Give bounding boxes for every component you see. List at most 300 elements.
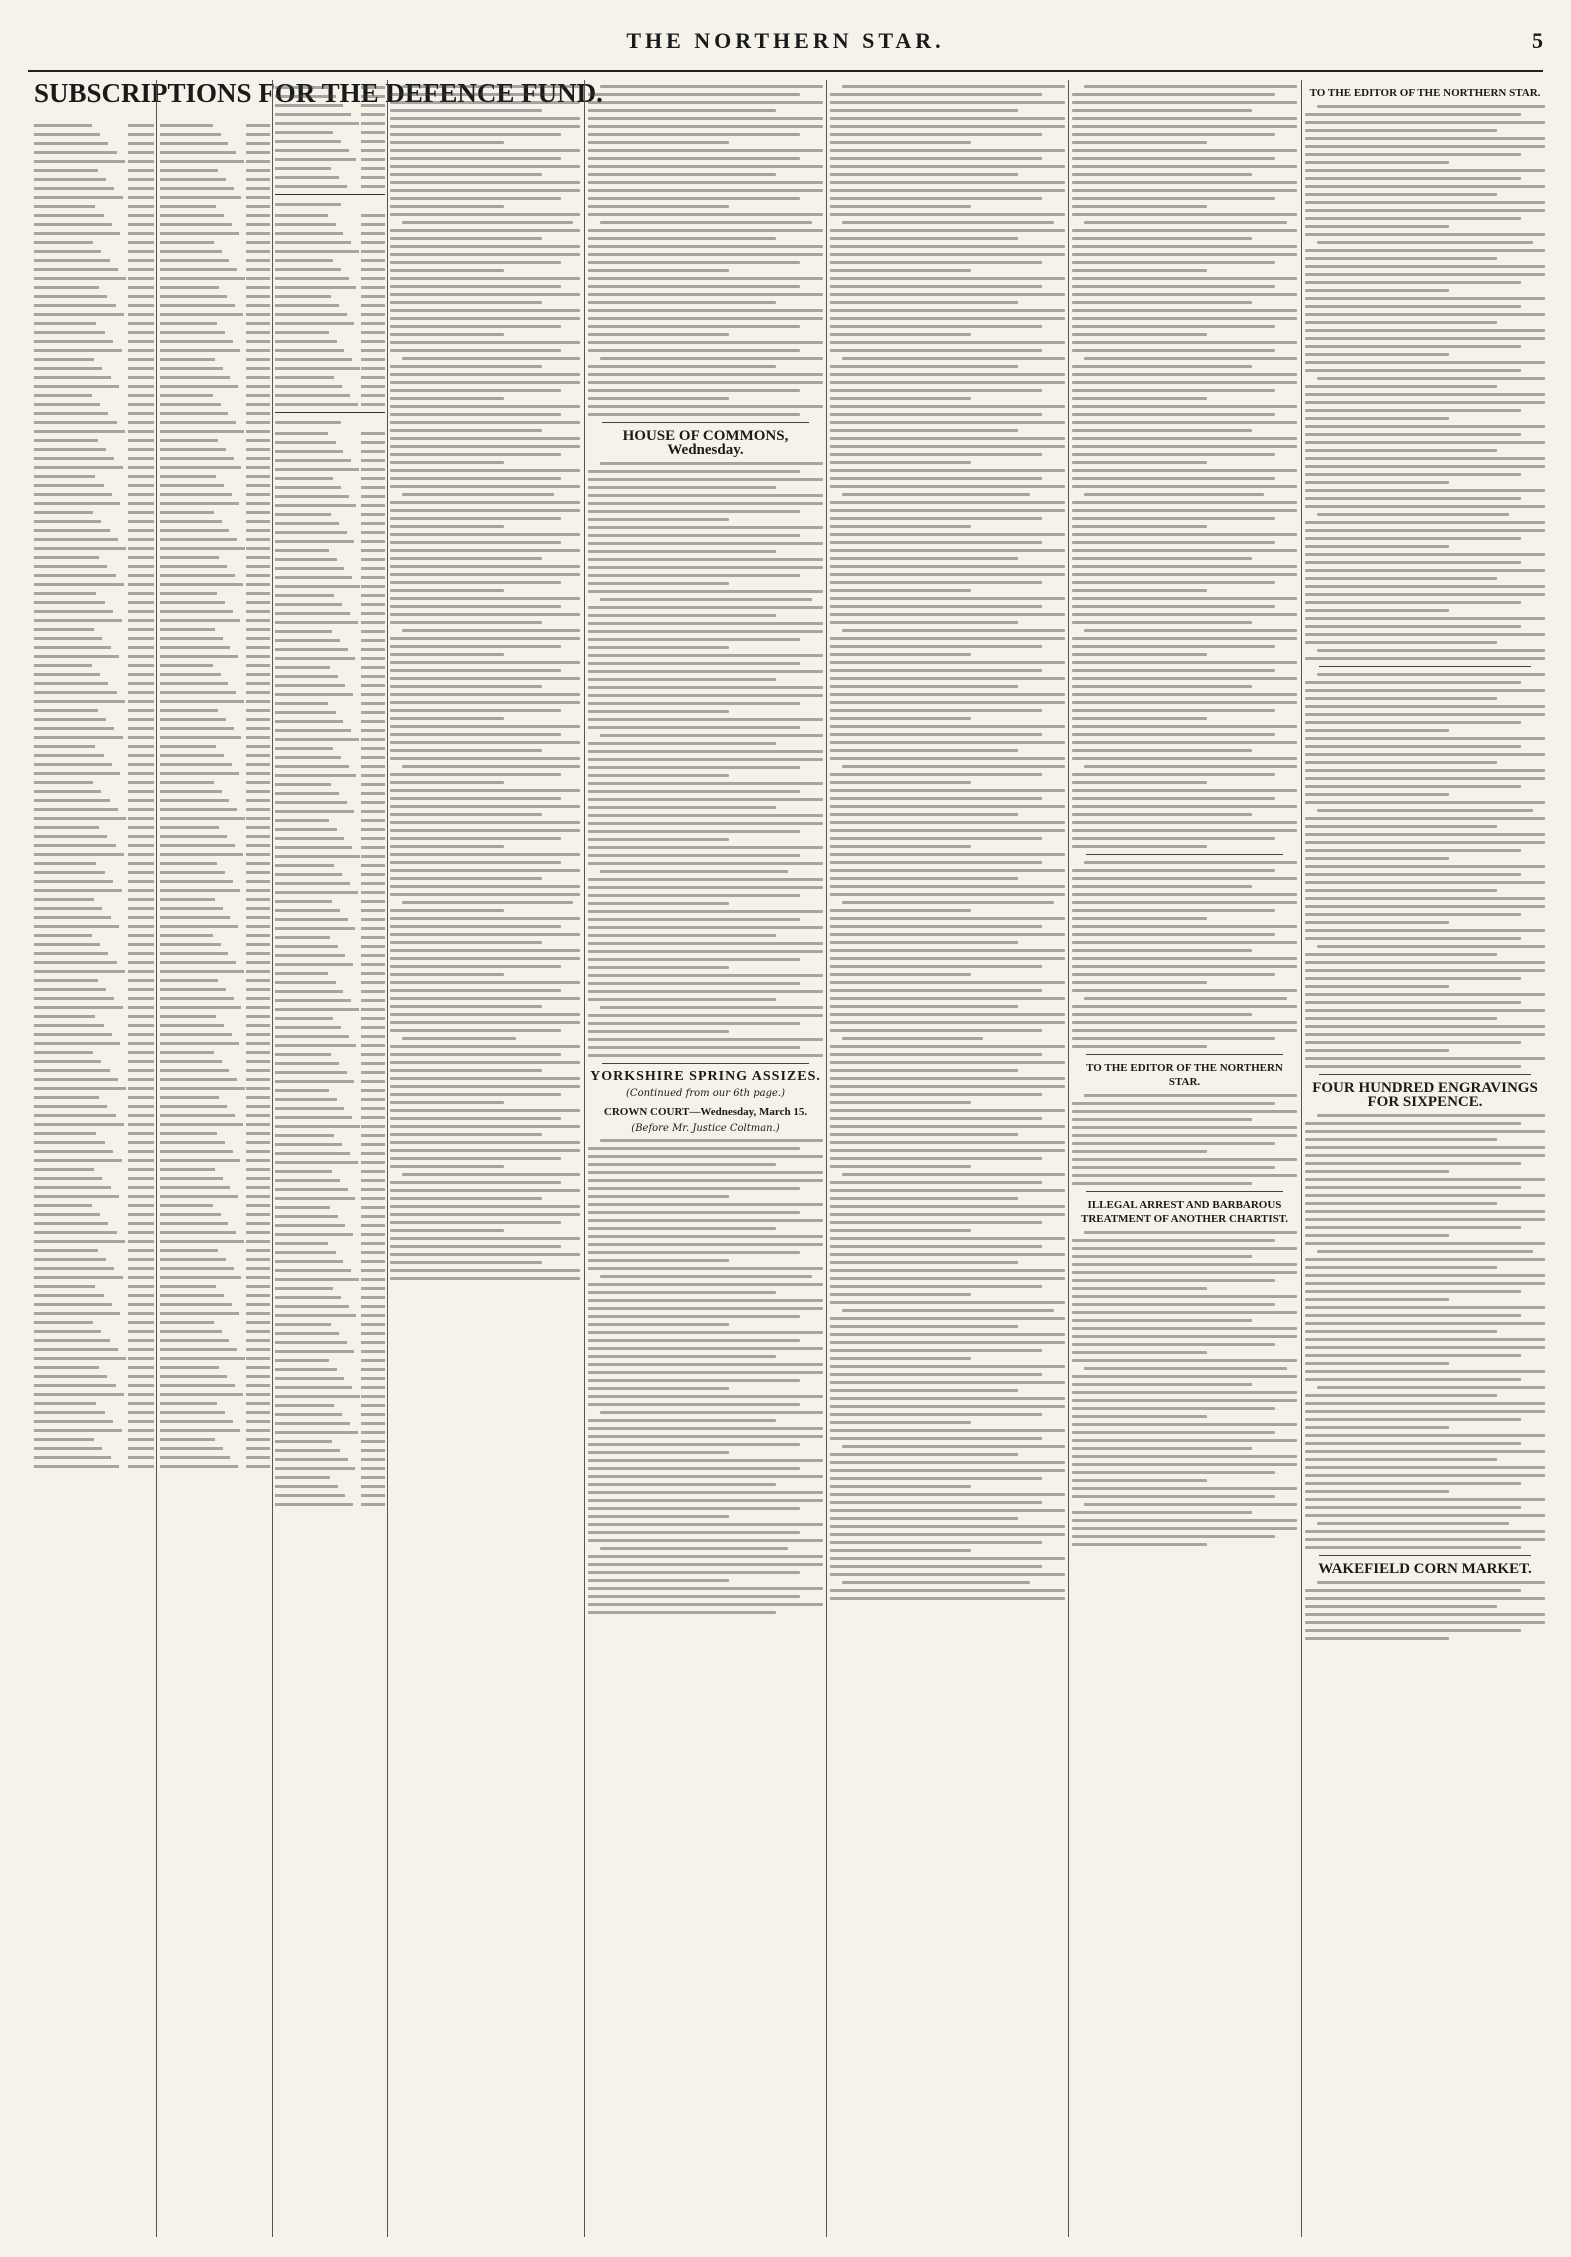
text-line: [830, 261, 1042, 264]
list-item: [275, 495, 385, 498]
text-line: [588, 277, 823, 280]
list-item: [275, 1080, 385, 1083]
list-item: [34, 799, 154, 802]
list-item: [275, 1089, 385, 1092]
text-line: [1305, 1122, 1521, 1125]
text-line: [1305, 209, 1545, 212]
list-item: [275, 936, 385, 939]
text-line: [830, 877, 1018, 880]
text-line: [588, 1347, 823, 1350]
list-item: [275, 540, 385, 543]
text-line: [390, 133, 561, 136]
text-line: [1072, 293, 1297, 296]
text-line: [390, 389, 561, 392]
text-line: [842, 221, 1054, 224]
text-line: [842, 629, 1065, 632]
text-line: [1072, 909, 1275, 912]
text-line: [830, 973, 971, 976]
text-line: [588, 486, 776, 489]
text-line: [1072, 557, 1252, 560]
text-line: [1072, 1182, 1252, 1185]
list-item: [34, 1375, 154, 1378]
article-body: [588, 462, 823, 1057]
list-item: [34, 1006, 154, 1009]
list-item: [160, 790, 270, 793]
text-line: [1305, 137, 1545, 140]
text-line: [830, 253, 1065, 256]
text-line: [600, 1547, 788, 1550]
text-line: [390, 821, 580, 824]
text-line: [588, 1022, 800, 1025]
text-line: [588, 1427, 823, 1430]
text-line: [588, 582, 729, 585]
text-line: [588, 1491, 823, 1494]
list-item: [34, 763, 154, 766]
text-line: [390, 1189, 580, 1192]
heading-illegal-arrest: ILLEGAL ARREST AND BARBAROUS TREATMENT OF ANOTHER CHARTIST.: [1080, 1199, 1289, 1225]
list-item: [34, 286, 154, 289]
text-line: [588, 518, 729, 521]
text-line: [830, 1533, 1065, 1536]
list-item: [275, 747, 385, 750]
text-line: [1072, 805, 1297, 808]
header-rule: [28, 70, 1543, 72]
list-item: [34, 1159, 154, 1162]
text-line: [588, 117, 823, 120]
list-item: [160, 1258, 270, 1261]
text-line: [1072, 829, 1297, 832]
list-item: [160, 304, 270, 307]
article-body: [1305, 1114, 1545, 1549]
text-line: [588, 1339, 800, 1342]
text-line: [588, 774, 729, 777]
text-line: [830, 525, 971, 528]
text-line: [588, 325, 800, 328]
text-line: [588, 1539, 823, 1542]
list-item: [275, 1197, 385, 1200]
text-line: [1072, 1415, 1207, 1418]
text-line: [830, 125, 1065, 128]
text-line: [1305, 1242, 1545, 1245]
text-line: [402, 1173, 580, 1176]
text-line: [588, 590, 823, 593]
text-line: [830, 725, 1065, 728]
text-line: [390, 773, 561, 776]
text-line: [1305, 1538, 1545, 1541]
text-line: [588, 1443, 800, 1446]
text-line: [1305, 145, 1545, 148]
text-line: [600, 734, 823, 737]
text-line: [1305, 281, 1521, 284]
text-line: [1072, 1471, 1275, 1474]
list-item: [275, 140, 385, 143]
text-line: [1305, 905, 1545, 908]
text-line: [390, 637, 580, 640]
list-item: [160, 520, 270, 523]
text-line: [830, 1509, 1065, 1512]
text-line: [588, 1515, 729, 1518]
text-line: [1072, 317, 1297, 320]
text-line: [830, 893, 1065, 896]
list-item: [275, 286, 385, 289]
list-item: [275, 1161, 385, 1164]
text-line: [588, 301, 776, 304]
text-line: [390, 197, 561, 200]
list-item: [275, 1242, 385, 1245]
list-item: [160, 1285, 270, 1288]
text-line: [588, 1395, 823, 1398]
text-line: [1305, 537, 1521, 540]
text-line: [830, 821, 1065, 824]
text-line: [1305, 929, 1545, 932]
text-line: [830, 101, 1065, 104]
text-line: [1072, 1150, 1207, 1153]
list-item: [34, 565, 154, 568]
list-item: [160, 1321, 270, 1324]
text-line: [390, 957, 580, 960]
text-line: [1072, 253, 1297, 256]
text-line: [830, 485, 1065, 488]
list-item: [160, 970, 270, 973]
text-line: [1305, 849, 1521, 852]
text-line: [830, 837, 1042, 840]
text-line: [1305, 657, 1545, 660]
text-line: [830, 989, 1042, 992]
text-line: [830, 1413, 1042, 1416]
text-line: [1305, 417, 1449, 420]
list-item: [34, 934, 154, 937]
list-item: [34, 1195, 154, 1198]
list-item: [275, 1098, 385, 1101]
text-line: [1084, 765, 1297, 768]
article-body: [588, 85, 823, 416]
list-item: [34, 331, 154, 334]
text-line: [830, 1261, 1018, 1264]
text-line: [1305, 1354, 1521, 1357]
text-line: [1305, 737, 1545, 740]
text-line: [390, 853, 580, 856]
text-line: [390, 941, 542, 944]
list-item: [34, 871, 154, 874]
text-line: [830, 349, 1042, 352]
heading-to-editor: TO THE EDITOR OF THE NORTHERN STAR.: [1086, 1062, 1283, 1088]
text-line: [842, 1037, 983, 1040]
text-line: [830, 1205, 1065, 1208]
list-item: [160, 1150, 270, 1153]
list-item: [160, 1402, 270, 1405]
list-item: [160, 376, 270, 379]
list-item: [160, 313, 270, 316]
text-line: [1072, 181, 1297, 184]
list-item: [160, 502, 270, 505]
list-item: [34, 1321, 154, 1324]
text-line: [390, 373, 580, 376]
text-line: [600, 357, 823, 360]
column-divider: [1301, 80, 1302, 2237]
text-line: [390, 1069, 542, 1072]
list-item: [160, 1006, 270, 1009]
list-item: [275, 972, 385, 975]
text-line: [1305, 841, 1545, 844]
text-line: [1305, 249, 1545, 252]
text-line: [1072, 269, 1207, 272]
text-line: [588, 686, 823, 689]
text-line: [390, 1013, 580, 1016]
text-line: [1072, 341, 1297, 344]
list-item: [160, 1213, 270, 1216]
list-item: [275, 1251, 385, 1254]
list-item: [34, 1411, 154, 1414]
list-item: [34, 412, 154, 415]
text-line: [830, 133, 1042, 136]
text-line: [390, 661, 580, 664]
list-item: [160, 160, 270, 163]
text-line: [390, 181, 580, 184]
text-line: [830, 933, 1065, 936]
list-item: [275, 1071, 385, 1074]
text-line: [830, 805, 1065, 808]
list-item: [160, 673, 270, 676]
text-line: [1072, 845, 1207, 848]
text-line: [402, 765, 580, 768]
text-line: [830, 853, 1065, 856]
text-line: [1072, 653, 1207, 656]
text-line: [1072, 981, 1207, 984]
text-line: [1084, 221, 1287, 224]
list-item: [34, 475, 154, 478]
list-item: [160, 682, 270, 685]
text-line: [1305, 1530, 1545, 1533]
text-line: [1072, 1359, 1297, 1362]
text-line: [588, 1195, 729, 1198]
list-item: [160, 196, 270, 199]
list-item: [160, 799, 270, 802]
text-line: [830, 1101, 971, 1104]
text-line: [588, 389, 800, 392]
text-line: [830, 245, 1065, 248]
text-line: [830, 565, 1065, 568]
text-line: [1072, 949, 1252, 952]
text-line: [1305, 1202, 1497, 1205]
text-line: [588, 646, 729, 649]
text-line: [1072, 1495, 1275, 1498]
text-line: [1305, 1605, 1497, 1608]
text-line: [588, 878, 823, 881]
text-line: [390, 541, 561, 544]
text-line: [830, 1109, 1065, 1112]
text-line: [1305, 337, 1545, 340]
text-line: [588, 982, 800, 985]
text-line: [1305, 993, 1545, 996]
text-line: [830, 1565, 1042, 1568]
text-line: [390, 101, 580, 104]
text-line: [588, 1563, 823, 1566]
text-line: [1305, 529, 1545, 532]
article-body: [390, 85, 580, 1280]
list-item: [275, 1350, 385, 1353]
text-line: [830, 1453, 1018, 1456]
text-line: [390, 261, 561, 264]
text-line: [390, 429, 542, 432]
list-item: [160, 763, 270, 766]
text-line: [390, 1133, 542, 1136]
text-line: [1305, 1138, 1497, 1141]
text-line: [1072, 525, 1207, 528]
text-line: [1072, 885, 1252, 888]
list-item: [160, 133, 270, 136]
list-item: [275, 185, 385, 188]
text-line: [1072, 1479, 1207, 1482]
list-item: [275, 158, 385, 161]
article-body: [1305, 1581, 1545, 1640]
list-item: [160, 1339, 270, 1342]
text-line: [1072, 605, 1275, 608]
text-line: [1072, 149, 1297, 152]
text-line: [1305, 1637, 1449, 1640]
text-line: [588, 902, 729, 905]
list-item: [275, 963, 385, 966]
text-line: [1072, 1399, 1297, 1402]
list-item: [34, 718, 154, 721]
text-line: [830, 341, 1065, 344]
text-line: [390, 365, 542, 368]
list-item: [34, 160, 154, 163]
text-line: [1072, 869, 1275, 872]
text-line: [390, 349, 561, 352]
list-item: [275, 1359, 385, 1362]
text-line: [1072, 173, 1252, 176]
text-line: [830, 693, 1065, 696]
list-item: [160, 1429, 270, 1432]
subscriptions-list: [34, 124, 154, 1468]
text-line: [390, 605, 561, 608]
list-item: [34, 556, 154, 559]
list-item: [34, 1267, 154, 1270]
column-divider: [826, 80, 827, 2237]
text-line: [830, 1469, 1065, 1472]
text-line: [1305, 193, 1497, 196]
list-item: [275, 1233, 385, 1236]
text-line: [390, 1109, 580, 1112]
text-line: [1072, 573, 1297, 576]
list-item: [34, 457, 154, 460]
text-line: [588, 1483, 776, 1486]
text-line: [1305, 1065, 1521, 1068]
text-line: [1072, 1455, 1297, 1458]
text-line: [390, 829, 580, 832]
text-line: [390, 645, 561, 648]
text-line: [1072, 1351, 1207, 1354]
text-line: [588, 133, 800, 136]
list-item: [160, 619, 270, 622]
text-line: [588, 1507, 800, 1510]
list-item: [34, 1285, 154, 1288]
text-line: [830, 1093, 1042, 1096]
text-line: [1072, 717, 1207, 720]
text-line: [600, 598, 812, 601]
list-item: [160, 808, 270, 811]
text-line: [390, 253, 580, 256]
text-line: [1072, 285, 1275, 288]
list-item: [34, 1132, 154, 1135]
text-line: [830, 581, 1042, 584]
text-line: [588, 1259, 729, 1262]
list-item: [160, 403, 270, 406]
text-line: [830, 1333, 1065, 1336]
text-line: [588, 1054, 823, 1057]
text-line: [830, 1589, 1065, 1592]
list-item: [34, 916, 154, 919]
text-line: [588, 526, 823, 529]
text-line: [1072, 901, 1297, 904]
text-line: [842, 1581, 1030, 1584]
text-line: [402, 493, 554, 496]
list-item: [275, 450, 385, 453]
text-line: [1072, 1407, 1275, 1410]
text-line: [588, 1038, 823, 1041]
text-line: [588, 750, 823, 753]
text-line: [830, 797, 1042, 800]
text-line: [1072, 797, 1275, 800]
text-line: [1305, 1170, 1449, 1173]
list-item: [160, 1195, 270, 1198]
list-item: [34, 205, 154, 208]
list-item: [160, 889, 270, 892]
list-item: [160, 844, 270, 847]
text-line: [1072, 957, 1297, 960]
list-item: [160, 1357, 270, 1360]
list-item: [34, 862, 154, 865]
text-line: [830, 1485, 971, 1488]
text-line: [1072, 1391, 1297, 1394]
text-line: [1072, 325, 1275, 328]
text-line: [830, 549, 1065, 552]
text-line: [1305, 1613, 1545, 1616]
text-line: [588, 478, 823, 481]
text-line: [830, 1461, 1065, 1464]
list-item: [275, 999, 385, 1002]
text-line: [1072, 389, 1275, 392]
text-line: [830, 1013, 1065, 1016]
text-line: [588, 1179, 823, 1182]
text-line: [588, 397, 729, 400]
text-line: [842, 493, 1030, 496]
list-item: [275, 792, 385, 795]
text-line: [830, 269, 971, 272]
text-line: [830, 1005, 1018, 1008]
text-line: [390, 213, 580, 216]
list-item: [275, 385, 385, 388]
list-item: [160, 1384, 270, 1387]
text-line: [830, 1349, 1042, 1352]
text-line: [1305, 297, 1545, 300]
text-line: [830, 1525, 1065, 1528]
text-line: [1317, 377, 1545, 380]
text-line: [390, 1261, 542, 1264]
text-line: [830, 413, 1042, 416]
text-line: [1072, 277, 1297, 280]
list-item: [275, 1422, 385, 1425]
page-header: [28, 28, 1543, 62]
text-line: [830, 557, 1018, 560]
text-line: [1305, 697, 1497, 700]
list-item: [34, 943, 154, 946]
text-line: [1305, 1226, 1521, 1229]
text-line: [830, 997, 1065, 1000]
text-line: [390, 1149, 580, 1152]
text-line: [830, 1085, 1065, 1088]
list-item: [160, 349, 270, 352]
